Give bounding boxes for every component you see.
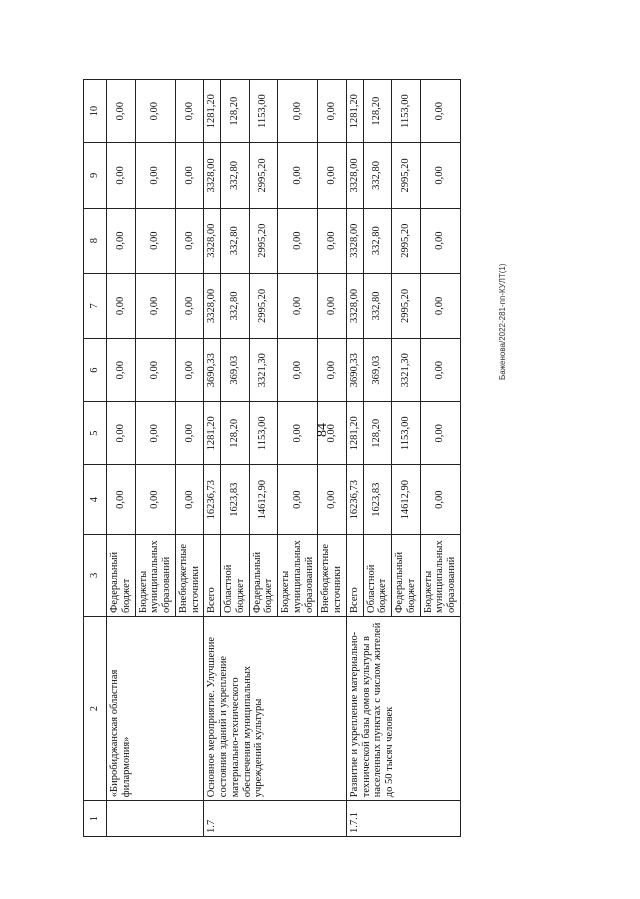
page-number: 84 bbox=[315, 423, 330, 437]
budget-table bbox=[83, 79, 461, 837]
document-code: Баженова/2022-281-пп-КУЛТ(1) bbox=[498, 263, 507, 380]
value-cell: 0,00 bbox=[420, 273, 460, 338]
value-cell: 0,00 bbox=[175, 208, 204, 273]
value-cell: 0,00 bbox=[107, 273, 136, 338]
value-cell: 2995,20 bbox=[392, 143, 421, 208]
value-cell: 369,03 bbox=[221, 339, 250, 402]
column-header: 3 bbox=[84, 534, 107, 616]
value-cell: 0,00 bbox=[278, 402, 318, 465]
value-cell: 0,00 bbox=[107, 80, 136, 143]
value-cell: 2995,20 bbox=[392, 273, 421, 338]
value-cell: 0,00 bbox=[135, 80, 175, 143]
value-cell: 0,00 bbox=[175, 465, 204, 534]
value-cell: 0,00 bbox=[175, 143, 204, 208]
funding-source-cell: Бюджеты муниципальных образований bbox=[420, 534, 460, 616]
value-cell: 0,00 bbox=[135, 402, 175, 465]
value-cell: 1153,00 bbox=[249, 80, 278, 143]
funding-source-cell: Областной бюджет bbox=[221, 534, 250, 616]
funding-source-cell: Внебюджетные источники bbox=[175, 534, 204, 616]
value-cell: 0,00 bbox=[318, 208, 347, 273]
table-row bbox=[346, 80, 363, 837]
value-cell: 128,20 bbox=[221, 402, 250, 465]
budget-table-wrapper bbox=[83, 79, 457, 837]
column-header: 2 bbox=[84, 616, 107, 800]
funding-source-cell: Внебюджетные источники bbox=[318, 534, 347, 616]
value-cell: 332,80 bbox=[221, 208, 250, 273]
value-cell: 0,00 bbox=[278, 465, 318, 534]
value-cell: 0,00 bbox=[135, 465, 175, 534]
value-cell: 3321,30 bbox=[249, 339, 278, 402]
funding-source-cell: Областной бюджет bbox=[363, 534, 392, 616]
table-header-row bbox=[84, 80, 107, 837]
value-cell: 16236,73 bbox=[346, 465, 363, 534]
value-cell: 0,00 bbox=[420, 402, 460, 465]
column-header: 10 bbox=[84, 80, 107, 143]
value-cell: 0,00 bbox=[175, 402, 204, 465]
value-cell: 332,80 bbox=[363, 143, 392, 208]
value-cell: 0,00 bbox=[420, 143, 460, 208]
value-cell: 2995,20 bbox=[249, 273, 278, 338]
value-cell: 14612,90 bbox=[249, 465, 278, 534]
funding-source-cell: Бюджеты муниципальных образований bbox=[278, 534, 318, 616]
value-cell: 128,20 bbox=[363, 402, 392, 465]
value-cell: 0,00 bbox=[107, 339, 136, 402]
value-cell: 14612,90 bbox=[392, 465, 421, 534]
value-cell: 3690,33 bbox=[204, 339, 221, 402]
value-cell: 0,00 bbox=[175, 273, 204, 338]
value-cell: 3690,33 bbox=[346, 339, 363, 402]
value-cell: 0,00 bbox=[318, 402, 347, 465]
value-cell: 0,00 bbox=[278, 339, 318, 402]
table-row bbox=[204, 80, 221, 837]
column-header: 1 bbox=[84, 801, 107, 837]
value-cell: 1281,20 bbox=[204, 80, 221, 143]
value-cell: 0,00 bbox=[135, 208, 175, 273]
value-cell: 0,00 bbox=[278, 208, 318, 273]
value-cell: 0,00 bbox=[175, 80, 204, 143]
value-cell: 332,80 bbox=[363, 208, 392, 273]
row-name-cell: «Биробиджанская областная филармония» bbox=[107, 616, 204, 800]
value-cell: 0,00 bbox=[420, 465, 460, 534]
value-cell: 0,00 bbox=[175, 339, 204, 402]
value-cell: 3328,00 bbox=[346, 208, 363, 273]
value-cell: 2995,20 bbox=[249, 208, 278, 273]
value-cell: 1281,20 bbox=[346, 402, 363, 465]
value-cell: 3328,00 bbox=[346, 273, 363, 338]
column-header: 9 bbox=[84, 143, 107, 208]
value-cell: 0,00 bbox=[107, 402, 136, 465]
value-cell: 0,00 bbox=[420, 208, 460, 273]
column-header: 5 bbox=[84, 402, 107, 465]
value-cell: 3328,00 bbox=[204, 208, 221, 273]
column-header: 6 bbox=[84, 339, 107, 402]
value-cell: 332,80 bbox=[221, 273, 250, 338]
row-code-cell bbox=[107, 801, 204, 837]
value-cell: 369,03 bbox=[363, 339, 392, 402]
value-cell: 0,00 bbox=[135, 273, 175, 338]
value-cell: 0,00 bbox=[420, 80, 460, 143]
value-cell: 3321,30 bbox=[392, 339, 421, 402]
value-cell: 1281,20 bbox=[204, 402, 221, 465]
funding-source-cell: Всего bbox=[346, 534, 363, 616]
row-name-cell: Развитие и укрепление материально-технической базы домов культуры в населенных пунктах с числом жителей до 50 тысяч человек bbox=[346, 616, 460, 800]
value-cell: 2995,20 bbox=[249, 143, 278, 208]
value-cell: 332,80 bbox=[221, 143, 250, 208]
funding-source-cell: Федеральный бюджет bbox=[249, 534, 278, 616]
funding-source-cell: Бюджеты муниципальных образований bbox=[135, 534, 175, 616]
value-cell: 128,20 bbox=[363, 80, 392, 143]
table-row bbox=[107, 80, 136, 837]
value-cell: 3328,00 bbox=[204, 273, 221, 338]
value-cell: 1153,00 bbox=[392, 80, 421, 143]
value-cell: 0,00 bbox=[318, 465, 347, 534]
value-cell: 0,00 bbox=[318, 273, 347, 338]
value-cell: 1153,00 bbox=[392, 402, 421, 465]
value-cell: 0,00 bbox=[318, 143, 347, 208]
column-header: 8 bbox=[84, 208, 107, 273]
value-cell: 0,00 bbox=[278, 80, 318, 143]
value-cell: 1281,20 bbox=[346, 80, 363, 143]
funding-source-cell: Федеральный бюджет bbox=[107, 534, 136, 616]
value-cell: 0,00 bbox=[107, 208, 136, 273]
value-cell: 0,00 bbox=[107, 143, 136, 208]
value-cell: 0,00 bbox=[278, 273, 318, 338]
row-name-cell: Основное мероприятие. Улучшение состояния зданий и укрепление материально-технического обеспечения муниципальных учреждений культуры bbox=[204, 616, 347, 800]
funding-source-cell: Федеральный бюджет bbox=[392, 534, 421, 616]
funding-source-cell: Всего bbox=[204, 534, 221, 616]
column-header: 7 bbox=[84, 273, 107, 338]
value-cell: 0,00 bbox=[107, 465, 136, 534]
value-cell: 0,00 bbox=[420, 339, 460, 402]
row-code-cell: 1.7 bbox=[204, 801, 347, 837]
value-cell: 16236,73 bbox=[204, 465, 221, 534]
value-cell: 128,20 bbox=[221, 80, 250, 143]
value-cell: 3328,00 bbox=[204, 143, 221, 208]
value-cell: 2995,20 bbox=[392, 208, 421, 273]
value-cell: 1623,83 bbox=[221, 465, 250, 534]
column-header: 4 bbox=[84, 465, 107, 534]
table-body bbox=[107, 80, 461, 837]
value-cell: 1623,83 bbox=[363, 465, 392, 534]
value-cell: 0,00 bbox=[318, 80, 347, 143]
value-cell: 0,00 bbox=[135, 143, 175, 208]
row-code-cell: 1.7.1 bbox=[346, 801, 460, 837]
value-cell: 1153,00 bbox=[249, 402, 278, 465]
value-cell: 3328,00 bbox=[346, 143, 363, 208]
value-cell: 332,80 bbox=[363, 273, 392, 338]
value-cell: 0,00 bbox=[278, 143, 318, 208]
value-cell: 0,00 bbox=[135, 339, 175, 402]
value-cell: 0,00 bbox=[318, 339, 347, 402]
